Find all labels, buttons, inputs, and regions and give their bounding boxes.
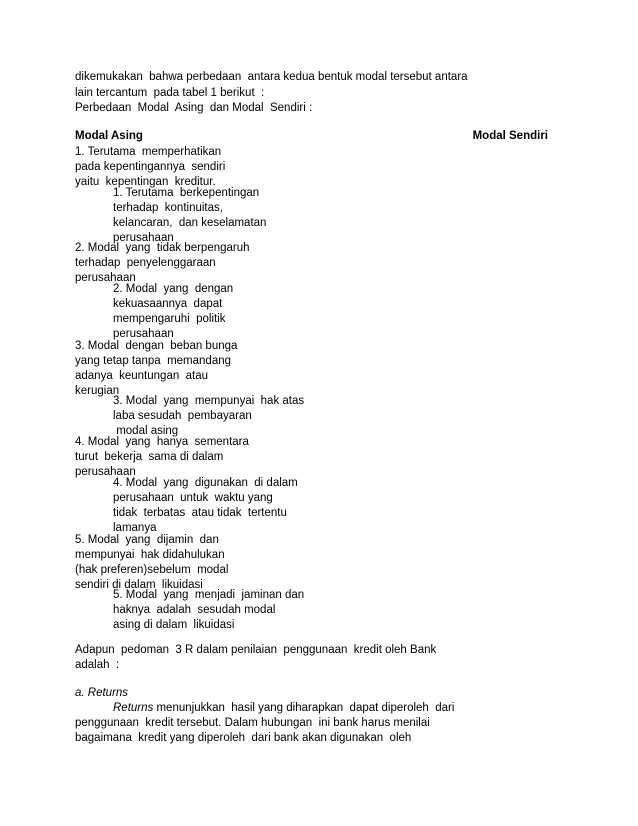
item-2-asing-line-1: 2. Modal yang tidak berpengaruh [75, 242, 250, 254]
returns-term: Returns [113, 702, 154, 714]
item-2-sendiri-line-1: 2. Modal yang dengan [113, 283, 234, 295]
item-4-sendiri-line-4: lamanya [113, 522, 157, 534]
item-3-sendiri-line-3: modal asing [113, 425, 179, 437]
item-2-sendiri-line-4: perusahaan [113, 328, 174, 340]
returns-line-1-rest: menunjukkan hasil yang diharapkan dapat diperoleh dari [153, 702, 455, 714]
header-modal-sendiri: Modal Sendiri [472, 130, 548, 142]
item-1-asing-line-1: 1. Terutama memperhatikan [75, 146, 222, 158]
item-1-asing-line-3: yaitu kepentingan kreditur. [75, 176, 216, 188]
item-5-sendiri-line-2: haknya adalah sesudah modal [113, 604, 276, 616]
item-2-sendiri-line-3: mempengaruhi politik [113, 313, 226, 325]
item-2-asing-line-3: perusahaan [75, 272, 136, 284]
item-2-asing-line-2: terhadap penyelenggaraan [75, 257, 216, 269]
intro-line-1: dikemukakan bahwa perbedaan antara kedua bentuk modal tersebut antara [75, 71, 468, 83]
item-1-sendiri-line-2: terhadap kontinuitas, [113, 202, 223, 214]
item-5-sendiri-line-1: 5. Modal yang menjadi jaminan dan [113, 589, 305, 601]
item-3-asing-line-4: kerugian [75, 385, 120, 397]
para-3r-line-2: adalah : [75, 659, 120, 671]
returns-heading: a. Returns [75, 687, 129, 699]
item-5-asing-line-2: mempunyai hak didahulukan [75, 549, 225, 561]
item-1-sendiri-line-3: kelancaran, dan keselamatan [113, 217, 267, 229]
item-1-sendiri-line-1: 1. Terutama berkepentingan [113, 187, 260, 199]
item-5-asing-line-3: (hak preferen)sebelum modal [75, 564, 229, 576]
item-4-sendiri-line-2: perusahaan untuk waktu yang [113, 492, 273, 504]
returns-line-2: penggunaan kredit tersebut. Dalam hubungan ini bank harus menilai [75, 717, 430, 729]
item-1-asing-line-2: pada kepentingannya sendiri [75, 161, 226, 173]
intro-line-3: Perbedaan Modal Asing dan Modal Sendiri : [75, 102, 313, 114]
item-5-asing-line-1: 5. Modal yang dijamin dan [75, 534, 219, 546]
item-3-asing-line-2: yang tetap tanpa memandang [75, 355, 232, 367]
intro-line-2: lain tercantum pada tabel 1 berikut : [75, 87, 265, 99]
item-4-sendiri-line-3: tidak terbatas atau tidak tertentu [113, 507, 287, 519]
para-3r-line-1: Adapun pedoman 3 R dalam penilaian penggunaan kredit oleh Bank [75, 644, 437, 656]
header-modal-asing: Modal Asing [75, 130, 143, 142]
item-1-sendiri-line-4: perusahaan [113, 232, 174, 244]
item-3-asing-line-3: adanya keuntungan atau [75, 370, 209, 382]
returns-line-3: bagaimana kredit yang diperoleh dari bank akan digunakan oleh [75, 732, 412, 744]
item-4-sendiri-line-1: 4. Modal yang digunakan di dalam [113, 477, 298, 489]
item-3-asing-line-1: 3. Modal dengan beban bunga [75, 340, 238, 352]
item-4-asing-line-2: turut bekerja sama di dalam [75, 451, 224, 463]
returns-line-1 [113, 701, 454, 716]
item-4-asing-line-3: perusahaan [75, 466, 136, 478]
item-5-asing-line-4: sendiri di dalam likuidasi [75, 579, 203, 591]
item-4-asing-line-1: 4. Modal yang hanya sementara [75, 436, 249, 448]
item-3-sendiri-line-2: laba sesudah pembayaran [113, 410, 252, 422]
item-5-sendiri-line-3: asing di dalam likuidasi [113, 619, 235, 631]
item-3-sendiri-line-1: 3. Modal yang mempunyai hak atas [113, 395, 305, 407]
item-2-sendiri-line-2: kekuasaannya dapat [113, 298, 223, 310]
